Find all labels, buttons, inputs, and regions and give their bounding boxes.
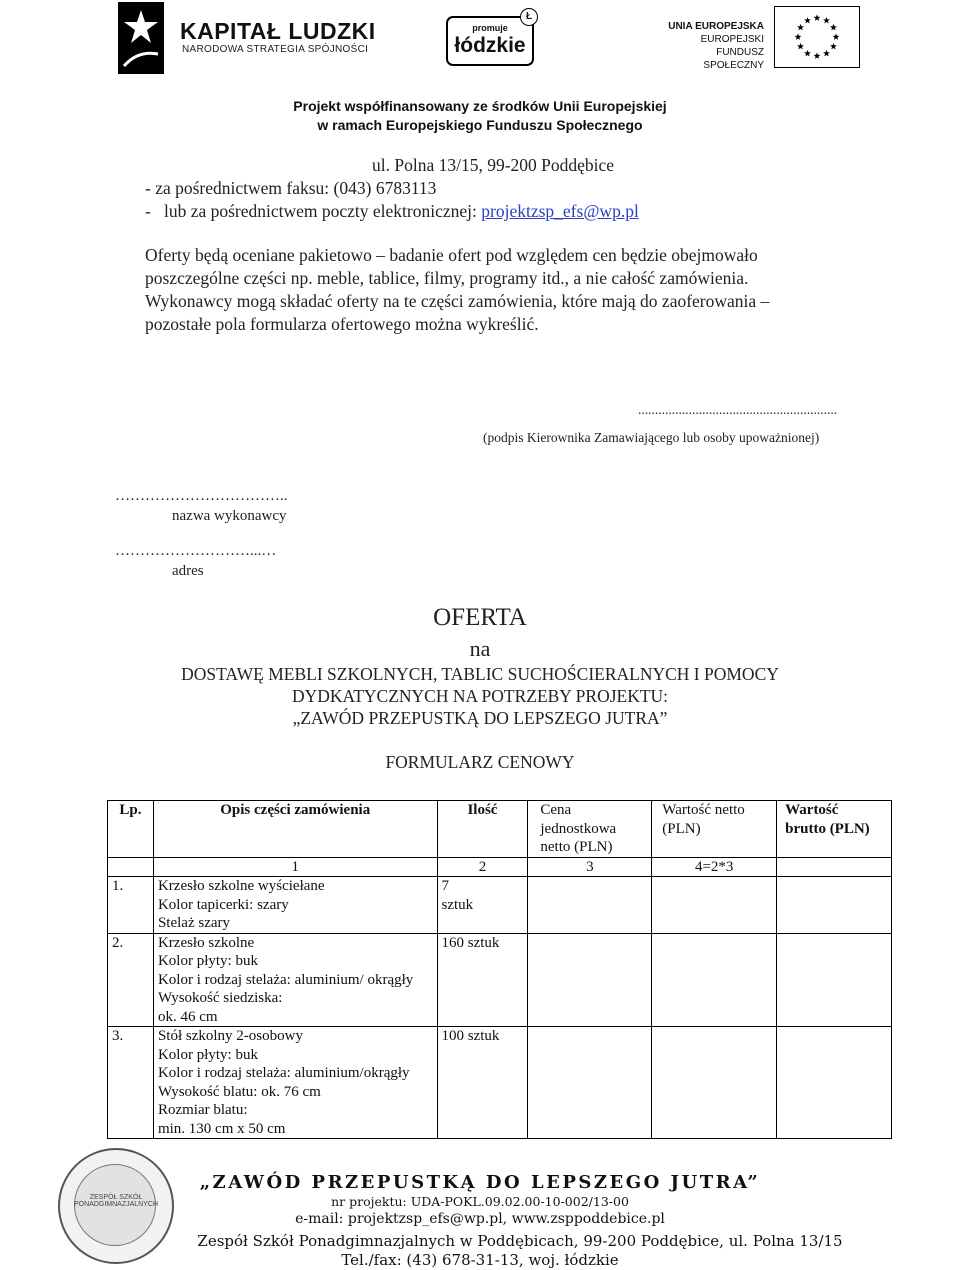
paragraph-2-line-2: pozostałe pola formularza ofertowego można wykreślić. (145, 314, 539, 334)
eu-star (804, 50, 811, 57)
eu-star (804, 17, 811, 24)
footer-school-address: Zespół Szkół Ponadgimnazjalnych w Poddębicach, 99-200 Poddębice, ul. Polna 13/15 (197, 1232, 843, 1250)
row-qty-line: sztuk (441, 896, 474, 913)
address-line: ul. Polna 13/15, 99-200 Poddębice (372, 155, 615, 175)
eu-line-3: FUNDUSZ SPOŁECZNY (703, 47, 764, 71)
contractor-name-label: nazwa wykonawcy (172, 508, 287, 524)
eu-line-2: EUROPEJSKI (700, 34, 764, 45)
footer-phone: Tel./fax: (43) 678-31-13, woj. łódzkie (341, 1251, 619, 1269)
col-header-gross-value (777, 801, 892, 858)
row-desc-line: Kolor i rodzaj stelaża: aluminium/okrągły (157, 1065, 410, 1081)
contractor-name-dots: …………………………….. (115, 488, 288, 504)
eu-flag-icon (774, 6, 860, 68)
offer-subject-line-1: DOSTAWĘ MEBLI SZKOLNYCH, TABLIC SUCHOŚCIERALNYCH I POMOCY (181, 664, 779, 684)
eu-star (830, 24, 837, 31)
row-quantity (437, 877, 528, 934)
row-lp: 3. (108, 1027, 154, 1139)
numbering-cell-3: 3 (528, 857, 652, 877)
unit-price-line-2: jednostkowa (540, 820, 617, 837)
footer-contact: e-mail: projektzsp_efs@wp.pl, www.zsppoddebice.pl (295, 1211, 665, 1227)
row-qty-line: 7 (441, 878, 450, 894)
promuje-lodzkie-logo (436, 8, 540, 66)
row-unit-price-cell[interactable] (528, 933, 652, 1027)
eu-star (797, 24, 804, 31)
signature-dots: ........................................................... (638, 402, 838, 417)
row-desc-line: Stół szkolny 2-osobowy (157, 1028, 303, 1044)
row-qty-line: 100 sztuk (441, 1028, 500, 1044)
eu-star (833, 33, 840, 40)
table-row (108, 933, 892, 1027)
eu-star (823, 17, 830, 24)
logo-frame (446, 16, 534, 66)
eu-star (814, 52, 821, 59)
eu-star (823, 50, 830, 57)
row-lp: 1. (108, 877, 154, 934)
col-header-description: Opis części zamówienia (153, 801, 437, 858)
row-desc-line: Wysokość blatu: ok. 76 cm (157, 1083, 321, 1100)
net-value-line-2: (PLN) (662, 820, 701, 837)
unit-price-line-3: netto (PLN) (540, 839, 613, 855)
numbering-cell-4: 4=2*3 (652, 857, 777, 877)
contractor-address-dots: ………………………...… (115, 543, 277, 559)
numbering-cell-gross (777, 857, 892, 877)
email-prefix: - lub za pośrednictwem poczty elektronicznej: (145, 201, 482, 221)
eu-star (795, 33, 802, 40)
project-cofinance-line-2: w ramach Europejskiego Funduszu Społecznego (317, 117, 643, 133)
row-desc-line: Kolor i rodzaj stelaża: aluminium/ okrągły (157, 971, 414, 988)
row-desc-line: Kolor tapicerki: szary (157, 896, 289, 913)
eu-star (814, 14, 821, 21)
star-figure-icon (118, 2, 164, 74)
numbering-cell-2: 2 (437, 857, 528, 877)
row-gross-value-cell[interactable] (777, 877, 892, 934)
eu-line-1: UNIA EUROPEJSKA (668, 21, 764, 32)
form-title: FORMULARZ CENOWY (385, 752, 575, 772)
eu-star (830, 43, 837, 50)
row-lp: 2. (108, 933, 154, 1027)
numbering-cell-empty (108, 857, 154, 877)
row-desc-line: Rozmiar blatu: (157, 1102, 248, 1118)
seal-text: ZESPÓŁ SZKÓŁ PONADGIMNAZJALNYCH (73, 1194, 158, 1208)
row-net-value-cell[interactable] (652, 933, 777, 1027)
signature-caption: (podpis Kierownika Zamawiającego lub osoby upoważnionej) (483, 430, 820, 445)
offer-subject-line-2: DYDKATYCZNYCH NA POTRZEBY PROJEKTU: (291, 686, 669, 706)
row-desc-line: Wysokość siedziska: (157, 990, 283, 1006)
numbering-cell-1: 1 (153, 857, 437, 877)
net-value-line-1: Wartość netto (662, 802, 745, 818)
col-header-unit-price (528, 801, 652, 858)
paragraph-1-line-2: poszczególne części np. meble, tablice, filmy, programy itd., a nie całość zamówienia. (145, 268, 749, 288)
offer-title: OFERTA (433, 604, 527, 631)
unit-price-line-1: Cena (540, 802, 572, 818)
col-header-lp: Lp. (108, 801, 154, 858)
kapital-ludzki-title: KAPITAŁ LUDZKI (180, 18, 376, 44)
eu-star (797, 43, 804, 50)
footer-project-name: „ZAWÓD PRZEPUSTKĄ DO LEPSZEGO JUTRA” (199, 1172, 761, 1193)
row-desc-line: Krzesło szkolne (157, 934, 255, 951)
col-header-quantity: Ilość (437, 801, 528, 858)
table-row (108, 1027, 892, 1139)
logo-small-text: promuje (472, 23, 508, 33)
row-desc-line: Kolor płyty: buk (157, 1046, 258, 1063)
eu-logo-text (668, 20, 764, 72)
table-numbering-row (108, 857, 892, 877)
row-net-value-cell[interactable] (652, 1027, 777, 1139)
gross-value-line-2: brutto (PLN) (785, 820, 870, 837)
kapital-ludzki-logo-mark (118, 2, 164, 74)
row-description (153, 877, 437, 934)
offer-subject-line-3: „ZAWÓD PRZEPUSTKĄ DO LEPSZEGO JUTRA” (292, 708, 668, 728)
row-desc-line: Stelaż szary (157, 915, 231, 931)
col-header-net-value (652, 801, 777, 858)
row-desc-line: Kolor płyty: buk (157, 953, 258, 969)
contractor-address-label: adres (172, 563, 204, 579)
paragraph-1-line-1: Oferty będą oceniane pakietowo – badanie ofert pod względem cen będzie obejmowało (145, 245, 758, 265)
row-description (153, 933, 437, 1027)
lodz-mark-icon: Ł (520, 8, 538, 26)
row-quantity (437, 933, 528, 1027)
row-net-value-cell[interactable] (652, 877, 777, 934)
row-description (153, 1027, 437, 1139)
table-header-row (108, 801, 892, 858)
project-cofinance-line-1: Projekt współfinansowany ze środków Unii Europejskiej (293, 98, 667, 114)
price-table (107, 800, 892, 1139)
email-line (145, 201, 639, 222)
email-link[interactable]: projektzsp_efs@wp.pl (481, 201, 639, 221)
row-unit-price-cell[interactable] (528, 1027, 652, 1139)
row-desc-line: Krzesło szkolne wyściełane (157, 878, 325, 894)
kapital-ludzki-subtitle: NARODOWA STRATEGIA SPÓJNOŚCI (182, 44, 369, 55)
fax-line: - za pośrednictwem faksu: (043) 6783113 (145, 178, 437, 198)
row-gross-value-cell[interactable] (777, 1027, 892, 1139)
table-row (108, 877, 892, 934)
eu-stars-icon (775, 7, 859, 67)
row-quantity (437, 1027, 528, 1139)
row-gross-value-cell[interactable] (777, 933, 892, 1027)
row-qty-line: 160 sztuk (441, 934, 500, 951)
row-desc-line: ok. 46 cm (157, 1008, 218, 1025)
logo-big-text: łódzkie (454, 34, 526, 57)
row-unit-price-cell[interactable] (528, 877, 652, 934)
paragraph-2-line-1: Wykonawcy mogą składać oferty na te części zamówienia, które mają do zaoferowania – (145, 291, 770, 311)
offer-na: na (469, 636, 491, 661)
footer-project-number: nr projektu: UDA-POKL.09.02.00-10-002/13-00 (331, 1194, 629, 1209)
row-desc-line: min. 130 cm x 50 cm (157, 1120, 286, 1137)
gross-value-line-1: Wartość (785, 802, 839, 818)
